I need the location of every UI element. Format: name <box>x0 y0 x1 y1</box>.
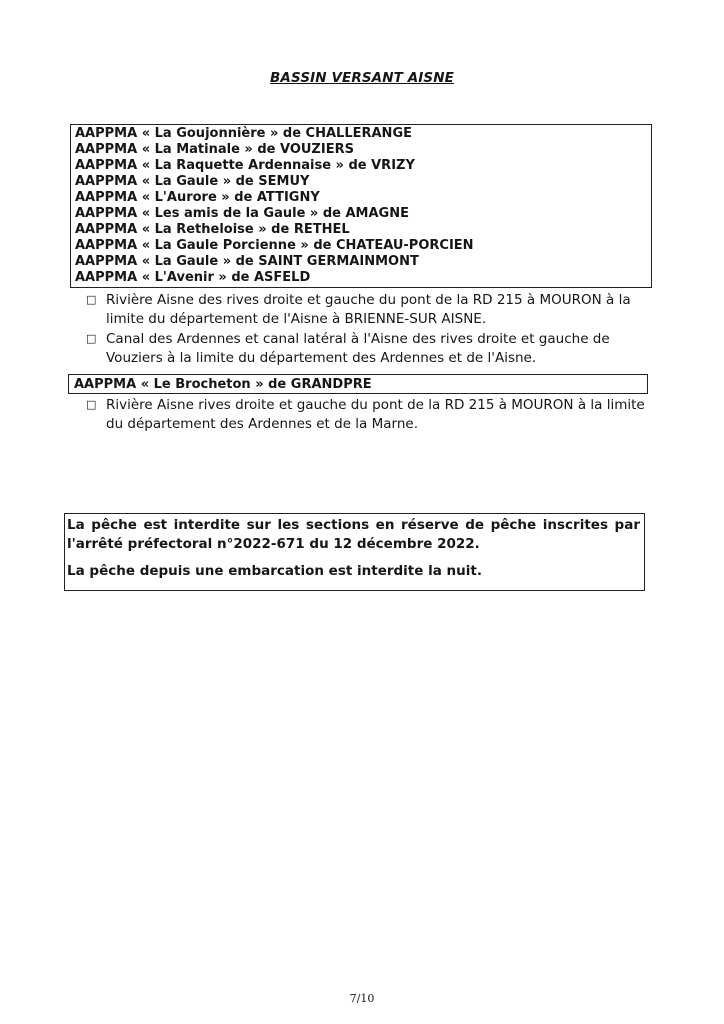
aappma-line: AAPPMA « Le Brocheton » de GRANDPRE <box>74 377 372 392</box>
notice-box <box>64 513 645 591</box>
aappma-line: AAPPMA « La Raquette Ardennaise » de VRIZY <box>75 158 415 173</box>
notice-paragraph: La pêche depuis une embarcation est interdite la nuit. <box>67 563 482 579</box>
aappma-list-box <box>70 124 652 288</box>
checkbox-bullet-icon: □ <box>86 332 97 345</box>
aappma-line: AAPPMA « La Gaule » de SEMUY <box>75 174 310 189</box>
aappma-line: AAPPMA « La Matinale » de VOUZIERS <box>75 142 354 157</box>
aappma-line: AAPPMA « La Retheloise » de RETHEL <box>75 222 350 237</box>
aappma-grandpre-box <box>68 374 648 394</box>
aappma-line: AAPPMA « L'Aurore » de ATTIGNY <box>75 190 320 205</box>
list-item <box>86 291 646 328</box>
aappma-line: AAPPMA « La Goujonnière » de CHALLERANGE <box>75 126 412 141</box>
checkbox-bullet-icon: □ <box>86 398 97 411</box>
checkbox-bullet-icon: □ <box>86 293 97 306</box>
section1-items <box>86 291 646 369</box>
list-item <box>86 330 646 367</box>
list-item-text: Rivière Aisne des rives droite et gauche du pont de la RD 215 à MOURON à la limite du département de l'Aisne à BRIENNE-SUR AISNE. <box>106 292 631 327</box>
notice-paragraph: La pêche est interdite sur les sections en réserve de pêche inscrites par l'arrêté préfectoral n°2022-671 du 12 décembre 2022. <box>67 517 640 552</box>
aappma-line: AAPPMA « La Gaule » de SAINT GERMAINMONT <box>75 254 419 269</box>
list-item <box>86 396 646 433</box>
aappma-line: AAPPMA « Les amis de la Gaule » de AMAGNE <box>75 206 409 221</box>
list-item-text: Canal des Ardennes et canal latéral à l'Aisne des rives droite et gauche de Vouziers à la limite du département des Ardennes et de l'Aisne. <box>106 331 610 366</box>
list-item-text: Rivière Aisne rives droite et gauche du pont de la RD 215 à MOURON à la limite du département des Ardennes et de la Marne. <box>106 397 645 432</box>
section2-items <box>86 396 646 435</box>
page-number: 7/10 <box>349 992 375 1005</box>
aappma-line: AAPPMA « La Gaule Porcienne » de CHATEAU-PORCIEN <box>75 238 474 253</box>
aappma-line: AAPPMA « L'Avenir » de ASFELD <box>75 270 311 285</box>
page-title: BASSIN VERSANT AISNE <box>270 70 454 86</box>
